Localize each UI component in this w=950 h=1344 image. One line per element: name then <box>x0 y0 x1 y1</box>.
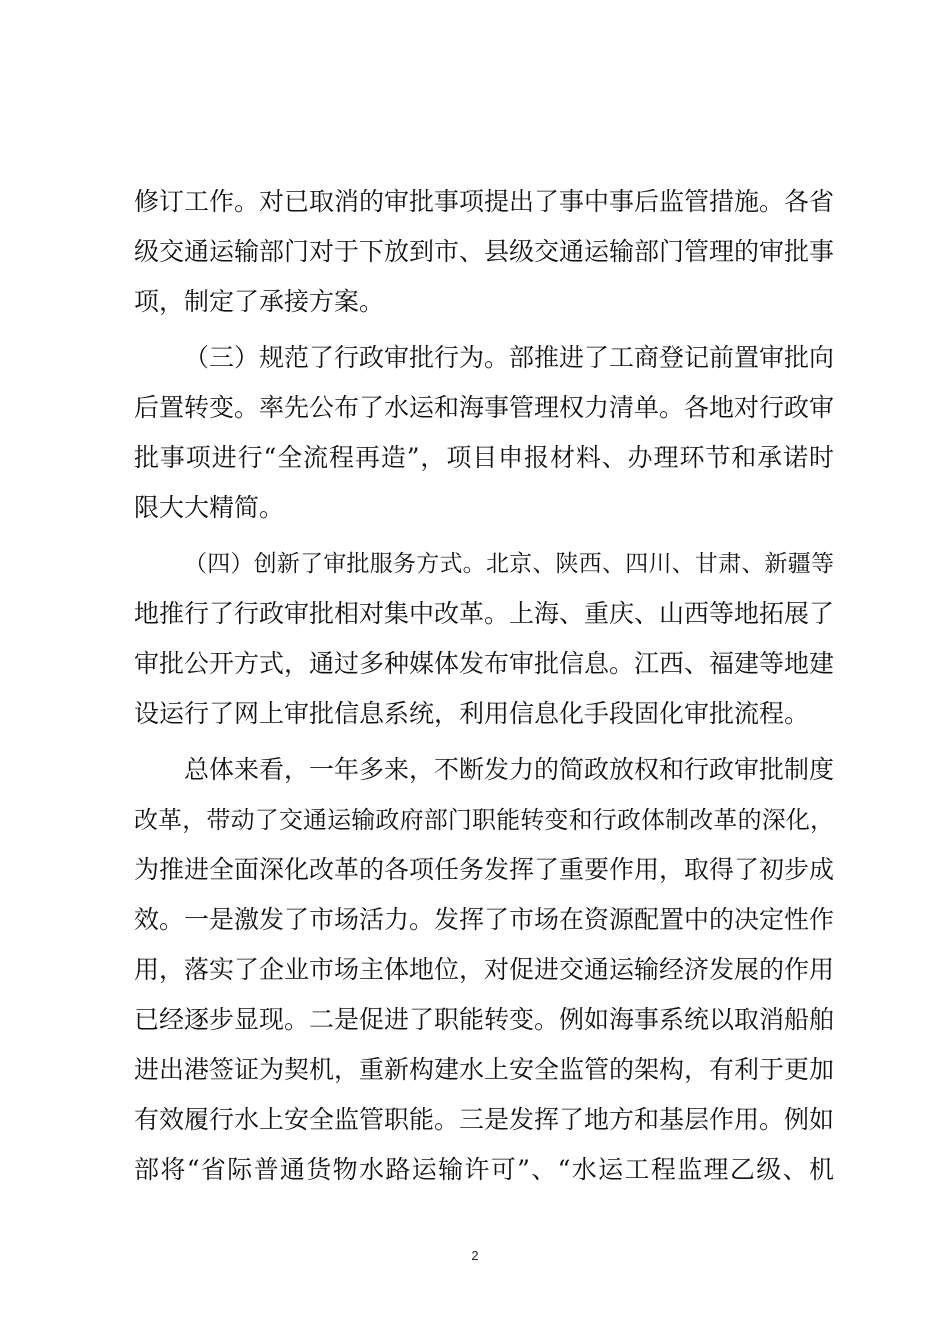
paragraph-4-line-4: 效。一是激发了市场活力。发挥了市场在资源配置中的决定性作 <box>134 905 835 934</box>
paragraph-4-line-7: 进出港签证为契机，重新构建水上安全监管的架构，有利于更加 <box>134 1055 835 1084</box>
paragraph-4-line-1: 总体来看，一年多来，不断发力的简政放权和行政审批制度 <box>184 755 835 784</box>
paragraph-4-line-9: 部将“省际普通货物水路运输许可”、“水运工程监理乙级、机 <box>134 1155 834 1184</box>
paragraph-2-line-4: 限大大精简。 <box>134 493 285 522</box>
paragraph-2-line-1: （三）规范了行政审批行为。部推进了工商登记前置审批向 <box>184 343 835 372</box>
paragraph-3-line-3: 审批公开方式，通过多种媒体发布审批信息。江西、福建等地建 <box>134 649 835 678</box>
paragraph-2-line-3: 批事项进行“全流程再造”，项目申报材料、办理环节和承诺时 <box>134 443 834 472</box>
paragraph-1-line-2: 级交通运输部门对于下放到市、县级交通运输部门管理的审批事 <box>134 237 835 266</box>
paragraph-4-line-5: 用，落实了企业市场主体地位，对促进交通运输经济发展的作用 <box>134 955 835 984</box>
paragraph-4-line-2: 改革，带动了交通运输政府部门职能转变和行政体制改革的深化， <box>134 806 834 834</box>
paragraph-4-line-3: 为推进全面深化改革的各项任务发挥了重要作用，取得了初步成 <box>134 855 835 884</box>
paragraph-3-line-2: 地推行了行政审批相对集中改革。上海、重庆、山西等地拓展了 <box>134 599 835 628</box>
paragraph-2-line-2: 后置转变。率先公布了水运和海事管理权力清单。各地对行政审 <box>134 393 835 422</box>
paragraph-4-line-8: 有效履行水上安全监管职能。三是发挥了地方和基层作用。例如 <box>134 1105 835 1134</box>
paragraph-3-line-4: 设运行了网上审批信息系统，利用信息化手段固化审批流程。 <box>134 699 810 728</box>
page-number: 2 <box>471 1248 479 1263</box>
paragraph-4-line-6: 已经逐步显现。二是促进了职能转变。例如海事系统以取消船舶 <box>134 1005 835 1034</box>
paragraph-3-line-1: （四）创新了审批服务方式。北京、陕西、四川、甘肃、新疆等 <box>184 551 834 577</box>
paragraph-1-line-1: 修订工作。对已取消的审批事项提出了事中事后监管措施。各省 <box>134 187 835 216</box>
paragraph-1-line-3: 项，制定了承接方案。 <box>134 287 385 316</box>
